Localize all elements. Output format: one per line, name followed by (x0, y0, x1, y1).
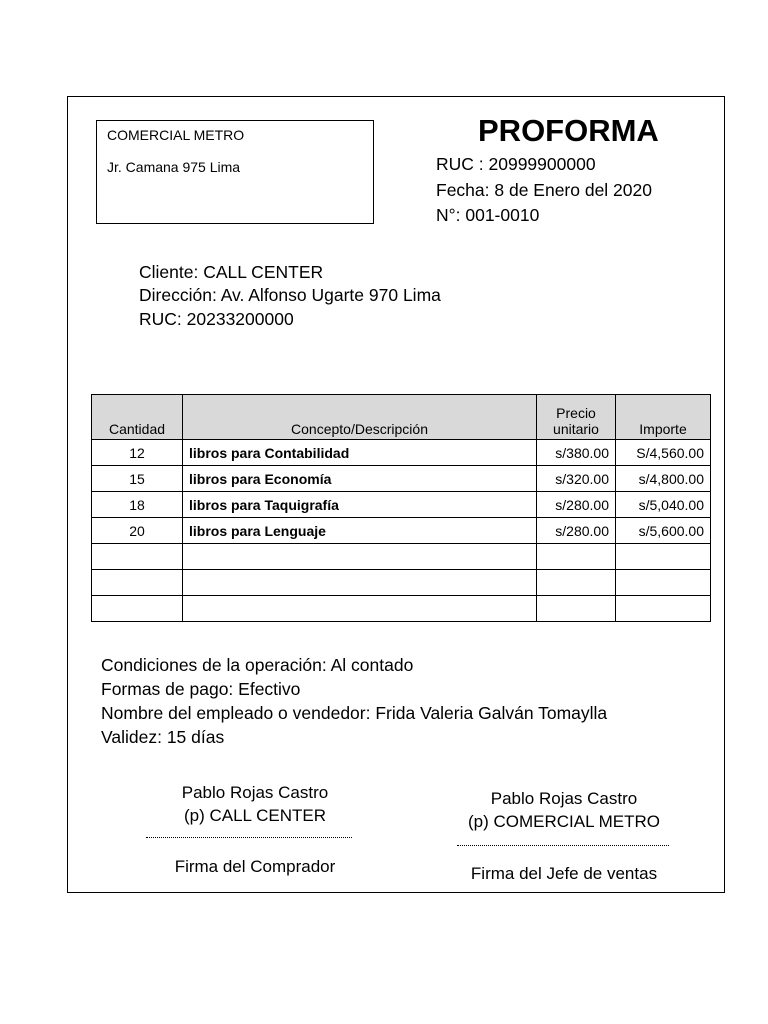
row-quantity: 12 (92, 440, 183, 466)
row-unit-price: s/380.00 (537, 440, 616, 466)
seller-signer-name: Pablo Rojas Castro (490, 789, 638, 808)
header-quantity: Cantidad (92, 395, 183, 440)
row-unit-price: s/320.00 (537, 466, 616, 492)
row-amount: S/4,560.00 (616, 440, 711, 466)
seller-signature-label: Firma del Jefe de ventas (470, 864, 658, 883)
empty-table-row (92, 596, 711, 622)
empty-table-row (92, 570, 711, 596)
table-row (92, 492, 711, 518)
row-amount: s/4,800.00 (616, 466, 711, 492)
row-description: libros para Contabilidad (183, 440, 537, 466)
row-description: libros para Taquigrafía (183, 492, 537, 518)
header-description: Concepto/Descripción (183, 395, 537, 440)
company-name: COMERCIAL METRO (107, 127, 245, 143)
document-ruc: RUC : 20999900000 (436, 154, 596, 174)
table-row (92, 440, 711, 466)
conditions-employee: Nombre del empleado o vendedor: Frida Valeria Galván Tomaylla (101, 703, 608, 723)
conditions-operation: Condiciones de la operación: Al contado (101, 655, 414, 675)
client-address: Dirección: Av. Alfonso Ugarte 970 Lima (139, 285, 441, 305)
table-row (92, 466, 711, 492)
row-description: libros para Lenguaje (183, 518, 537, 544)
row-amount: s/5,040.00 (616, 492, 711, 518)
document-date: Fecha: 8 de Enero del 2020 (436, 180, 652, 200)
row-quantity: 20 (92, 518, 183, 544)
seller-signer-company: (p) COMERCIAL METRO (467, 812, 661, 831)
row-description: libros para Economía (183, 466, 537, 492)
seller-signature-line (457, 845, 669, 846)
buyer-signature-label: Firma del Comprador (174, 857, 336, 876)
document-title: PROFORMA (478, 113, 659, 148)
row-unit-price: s/280.00 (537, 492, 616, 518)
header-unit-price (537, 395, 616, 440)
row-amount: s/5,600.00 (616, 518, 711, 544)
conditions-validity: Validez: 15 días (101, 727, 225, 747)
empty-table-row (92, 544, 711, 570)
company-box (96, 120, 374, 224)
table-header-row (92, 395, 711, 440)
buyer-signer-name: Pablo Rojas Castro (181, 783, 329, 802)
header-unit-price-line2: unitario (553, 421, 599, 437)
client-name: Cliente: CALL CENTER (139, 262, 324, 282)
buyer-signature-line (146, 837, 352, 838)
row-unit-price: s/280.00 (537, 518, 616, 544)
row-quantity: 15 (92, 466, 183, 492)
document-number: N°: 001-0010 (436, 205, 540, 225)
company-address: Jr. Camana 975 Lima (107, 159, 241, 175)
header-amount: Importe (616, 395, 711, 440)
items-table (91, 394, 711, 622)
client-ruc: RUC: 20233200000 (139, 309, 294, 329)
header-unit-price-line1: Precio (556, 405, 596, 421)
buyer-signer-company: (p) CALL CENTER (183, 806, 326, 825)
table-row (92, 518, 711, 544)
conditions-payment: Formas de pago: Efectivo (101, 679, 301, 699)
row-quantity: 18 (92, 492, 183, 518)
